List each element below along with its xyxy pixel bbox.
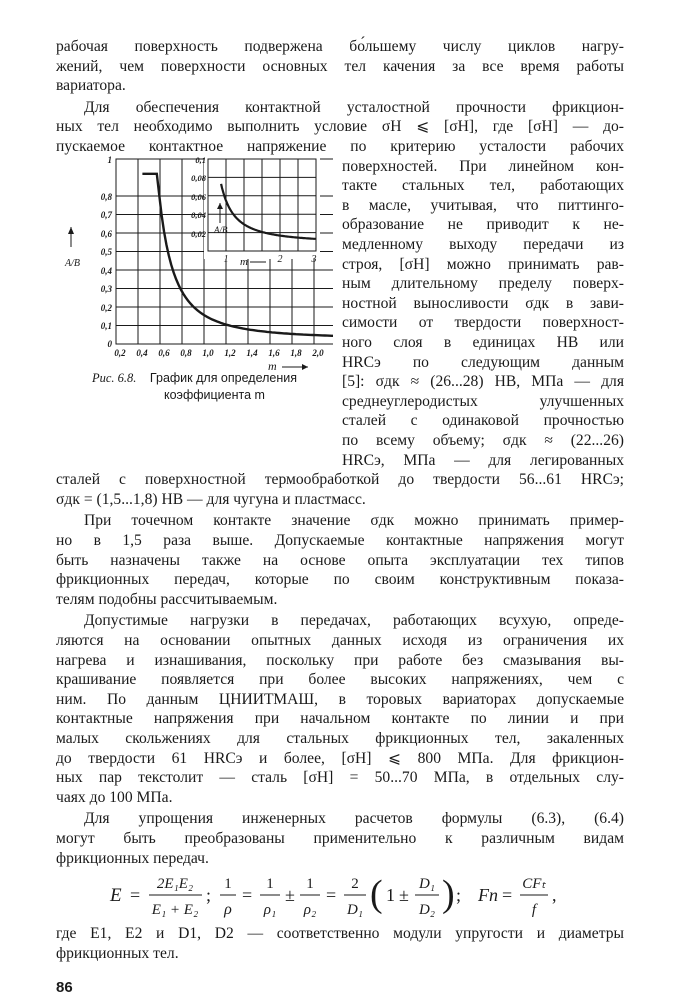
text-line: образование не приводит к не- bbox=[342, 216, 624, 234]
text-line: пускаемое контактное напряжение по критерию усталости рабочих bbox=[56, 138, 624, 155]
text-line: фрикционных тел. bbox=[56, 944, 179, 962]
x-tick: 0,6 bbox=[158, 347, 170, 358]
text-line: симости от твердости поверхност- bbox=[342, 314, 624, 332]
text-line: телям подобны рассчитываемым. bbox=[56, 590, 278, 608]
text-line: ным длительному пределу поверх- bbox=[342, 275, 624, 293]
caption-text-2: коэффициента m bbox=[164, 388, 265, 403]
text-line: чаях до 100 МПа. bbox=[56, 788, 173, 806]
y-axis-label: A/B bbox=[65, 257, 80, 269]
inset-x-label: m bbox=[240, 255, 248, 268]
x-axis-arrowhead bbox=[302, 364, 308, 370]
x-tick: 2,0 bbox=[312, 347, 324, 358]
caption-label: Рис. 6.8. bbox=[92, 371, 137, 386]
inset-y-tick: 0,08 bbox=[191, 172, 206, 183]
formula-D1: D₁ bbox=[346, 902, 364, 919]
y-tick: 1 bbox=[107, 154, 112, 165]
x-tick: 0,4 bbox=[136, 347, 148, 358]
y-tick: 0,2 bbox=[100, 302, 112, 313]
x-tick: 0,2 bbox=[114, 347, 126, 358]
y-axis-arrowhead bbox=[68, 227, 74, 234]
text-line: контактные напряжения при начальном контакте по линии и при bbox=[56, 710, 624, 728]
text-line: HRCэ, МПа — для легированных bbox=[342, 451, 624, 469]
formula-eq: = bbox=[326, 885, 337, 906]
text-line: в масле, учитывая, что питтинго- bbox=[342, 196, 624, 214]
formula-pm: ± bbox=[285, 885, 295, 906]
figure-caption bbox=[92, 370, 332, 404]
y-tick: 0,8 bbox=[100, 191, 112, 202]
formula-lparen: ( bbox=[370, 873, 383, 916]
formula-rho1: ρ₁ bbox=[263, 902, 277, 919]
formula-semicolon: ; bbox=[206, 885, 212, 906]
formula-one: 1 bbox=[266, 876, 274, 893]
y-tick: 0,5 bbox=[100, 246, 112, 257]
text-line: строя, [σH] можно принимать рав- bbox=[342, 255, 624, 273]
formula-rho: ρ bbox=[224, 901, 232, 919]
y-tick: 0,7 bbox=[100, 209, 112, 220]
text-line: медленному выходу передачи из bbox=[342, 236, 624, 253]
text-line: ного слоя в единицах НВ или bbox=[342, 334, 624, 351]
inset-x-tick: 2 bbox=[277, 253, 283, 265]
x-tick: 1,0 bbox=[202, 347, 214, 358]
text-line: сталей с поверхностной термообработкой до твердости 56...61 HRCэ; bbox=[56, 471, 624, 489]
y-tick: 0,3 bbox=[100, 283, 112, 294]
formula-pm: ± bbox=[399, 885, 409, 906]
text-line: вариатора. bbox=[56, 77, 126, 95]
caption-text-1: График для определения bbox=[149, 371, 298, 386]
formula-one: 1 bbox=[386, 885, 395, 906]
y-tick: 0 bbox=[107, 338, 112, 349]
formula-one: 1 bbox=[224, 876, 232, 893]
inset-x-tick: 3 bbox=[311, 253, 317, 265]
text-line: рабочая поверхность подвержена бо́льшему числу циклов нагру- bbox=[56, 38, 624, 55]
formula-E-den: E₁ + E₂ bbox=[151, 902, 199, 919]
y-tick: 0,1 bbox=[100, 320, 112, 331]
formula-semicolon: ; bbox=[456, 885, 462, 906]
text-line: крашивание появляется при более высоких напряжениях, чем с bbox=[56, 671, 624, 689]
text-line: такте стальных тел, работающих bbox=[342, 177, 624, 195]
figure-6-8 bbox=[58, 151, 333, 376]
formula-eq: = bbox=[130, 885, 141, 906]
formula-D1: D₁ bbox=[418, 876, 436, 893]
text-line: но в 1,5 раза выше. Допускаемые контактные напряжения могут bbox=[56, 532, 624, 549]
text-line: HRCэ по следующим данным bbox=[342, 353, 624, 371]
text-line: могут быть преобразованы применительно к различным видам bbox=[56, 830, 624, 847]
formula-D2: D₂ bbox=[418, 902, 436, 919]
formula-two: 2 bbox=[351, 876, 359, 893]
inset-y-label: A/B bbox=[214, 224, 228, 235]
text-line: ных пар текстолит — сталь [σH] = 50...70 МПа, в отдельных слу- bbox=[56, 769, 624, 787]
formula-eq: = bbox=[502, 885, 513, 906]
text-line: При точечном контакте значение σдк можно принимать пример- bbox=[84, 512, 624, 530]
x-tick: 1,2 bbox=[224, 347, 236, 358]
formula-rho2: ρ₂ bbox=[303, 902, 317, 919]
x-tick: 0,8 bbox=[180, 347, 192, 358]
inset-y-tick: 0,06 bbox=[191, 191, 206, 202]
formula-Fn: Fп bbox=[478, 885, 498, 906]
formula-E: E bbox=[110, 885, 122, 907]
text-line: быть назначены также на основе опыта эксплуатации тех типов bbox=[56, 551, 624, 569]
text-line: ностной выносливости σдк в зави- bbox=[342, 294, 624, 312]
inset-y-tick: 0,1 bbox=[195, 154, 206, 165]
text-line: Для обеспечения контактной усталостной прочности фрикцион- bbox=[84, 98, 624, 116]
text-line: среднеуглеродистых улучшенных bbox=[342, 392, 624, 410]
formula-rparen: ) bbox=[442, 873, 455, 916]
text-line: сталей с одинаковой прочностью bbox=[342, 412, 624, 430]
text-line: ных тел необходимо выполнить условие σH ⩽ [σH], где [σH] — до- bbox=[56, 118, 624, 136]
text-line: по всему объему; σдк ≈ (22...26) bbox=[342, 432, 624, 449]
text-line: Допустимые нагрузки в передачах, работающих всухую, опреде- bbox=[84, 612, 624, 630]
x-axis-label: m bbox=[268, 358, 277, 373]
formula-eq: = bbox=[242, 885, 253, 906]
text-line: σдк = (1,5...1,8) НВ — для чугуна и пластмасс. bbox=[56, 490, 366, 508]
formula-comma: , bbox=[552, 885, 557, 906]
formula-E-num: 2E₁E₂ bbox=[156, 876, 194, 893]
text-line: малых скольжениях для стальных фрикционных тел, закаленных bbox=[56, 730, 624, 747]
text-line: поверхностей. При линейном кон- bbox=[342, 157, 624, 175]
text-line: Для упрощения инженерных расчетов формулы (6.3), (6.4) bbox=[84, 810, 624, 828]
text-line: [5]: σдк ≈ (26...28) НВ, МПа — для bbox=[342, 373, 624, 391]
text-line: до твердости 61 HRCэ и более, [σH] ⩽ 800 МПа. Для фрикцион- bbox=[56, 749, 624, 767]
text-line: жений, чем поверхности основных тел качения за все время работы bbox=[56, 57, 624, 75]
formula-CFt: CFₜ bbox=[522, 876, 546, 893]
formula-6-3 bbox=[56, 866, 624, 926]
y-tick: 0,4 bbox=[100, 265, 112, 276]
page-number: 86 bbox=[56, 979, 73, 997]
formula-f: f bbox=[531, 902, 537, 919]
text-line: нагрева и изнашивания, поскольку при работе без смазывания вы- bbox=[56, 651, 624, 669]
formula-one: 1 bbox=[306, 876, 314, 893]
inset-y-tick: 0,02 bbox=[191, 228, 206, 239]
inset-y-tick: 0,04 bbox=[191, 209, 206, 220]
x-tick: 1,6 bbox=[268, 347, 280, 358]
text-line: ним. По данным ЦНИИТМАШ, в торовых вариаторах допускаемые bbox=[56, 690, 624, 708]
text-line: ляются на основании опытных данных исходя из ограничения их bbox=[56, 632, 624, 649]
x-tick: 1,4 bbox=[246, 347, 258, 358]
y-tick: 0,6 bbox=[100, 228, 112, 239]
text-line: где E1, E2 и D1, D2 — соответственно модули упругости и диаметры bbox=[56, 925, 624, 943]
text-line: фрикционных передач, которые по своим конструктивным показа- bbox=[56, 571, 624, 589]
inset-x-tick: 1 bbox=[223, 253, 229, 265]
x-tick: 1,8 bbox=[290, 347, 302, 358]
text-line: фрикционных передач. bbox=[56, 849, 209, 867]
